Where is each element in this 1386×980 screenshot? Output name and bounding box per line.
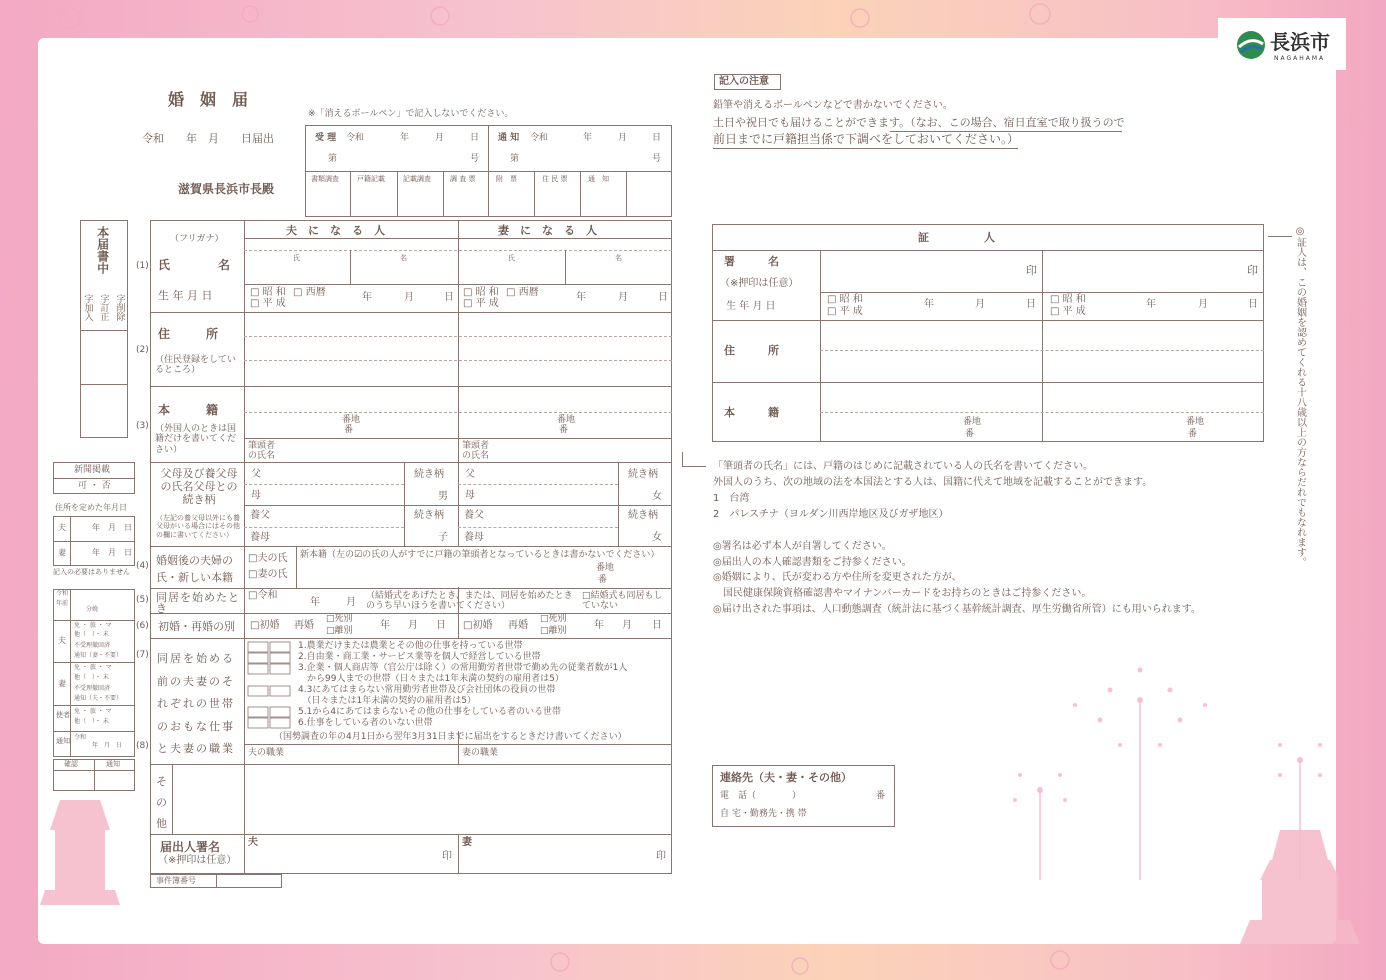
witness2-address-field[interactable] [1044, 322, 1262, 380]
submission-date[interactable]: 令和 年 月 日届出 [142, 132, 274, 145]
wife-address-field[interactable] [460, 314, 670, 384]
stamp-jumin: 住 民 票 [542, 175, 568, 183]
recipient: 滋賀県長浜市長殿 [178, 182, 275, 196]
occupation-label: 同居を始める前の夫妻のそれぞれの世帯のおもな仕事と夫妻の職業 [157, 652, 235, 756]
wife-signature-field[interactable] [460, 836, 670, 872]
juri-label: 受 理 [315, 133, 337, 143]
marriage-type-label: 初婚・再婚の別 [158, 620, 235, 633]
husband-signature-field[interactable] [246, 836, 456, 872]
occupation-checkbox-grid[interactable] [247, 641, 295, 729]
stamp-tsuchi: 通 知 [588, 175, 609, 183]
col-wife: 妻 に な る 人 [498, 224, 597, 237]
form-title: 婚 姻 届 [168, 90, 249, 109]
logo-name: 長浜市 [1270, 30, 1330, 54]
col-husband: 夫 に な る 人 [286, 224, 385, 237]
honseki-label: 本 籍 [158, 403, 219, 417]
birth-label: 生 年 月 日 [158, 289, 213, 302]
name-label: 氏 名 [158, 258, 231, 272]
side-label: 本届書中 [95, 226, 110, 274]
wife-name-field[interactable] [460, 262, 670, 282]
pen-warning: ※「消えるボールペン」で記入しないでください。 [308, 109, 514, 119]
address-label: 住 所 [158, 327, 219, 341]
witness-title: 証 人 [918, 231, 995, 244]
signature-label: 届出人署名 [160, 840, 221, 854]
witness1-signature-field[interactable] [822, 252, 1040, 292]
husband-name-field[interactable] [246, 262, 456, 282]
stamp-kisai: 記載調査 [403, 175, 431, 183]
witness-side-note: ◎証人は、この婚姻を認めてくれる十八歳以上の方ならだれでもなれます。 [1294, 226, 1306, 567]
stamp-fuhyo: 附 票 [496, 175, 517, 183]
parents-label: 父母及び養父母の氏名父母との続き柄 [160, 467, 238, 506]
husband-address-field[interactable] [246, 314, 456, 384]
witness2-signature-field[interactable] [1044, 252, 1262, 292]
other-field[interactable] [174, 766, 670, 832]
city-logo [1218, 18, 1346, 70]
stamp-koseki: 戸籍記載 [357, 175, 385, 183]
cohab-label: 同居を始めたとき [156, 591, 240, 615]
nagahama-logo-icon [1236, 30, 1266, 60]
witness1-address-field[interactable] [822, 322, 1040, 380]
tsuchi-label: 通 知 [498, 133, 520, 143]
new-honseki-label: 婚姻後の夫婦の氏・新しい本籍 [156, 554, 233, 584]
stamp-shorui: 書類調査 [311, 175, 339, 183]
logo-roman: NAGAHAMA [1274, 55, 1326, 62]
stamp-chosahyo: 調 査 票 [450, 175, 476, 183]
other-label: その他 [156, 775, 167, 830]
